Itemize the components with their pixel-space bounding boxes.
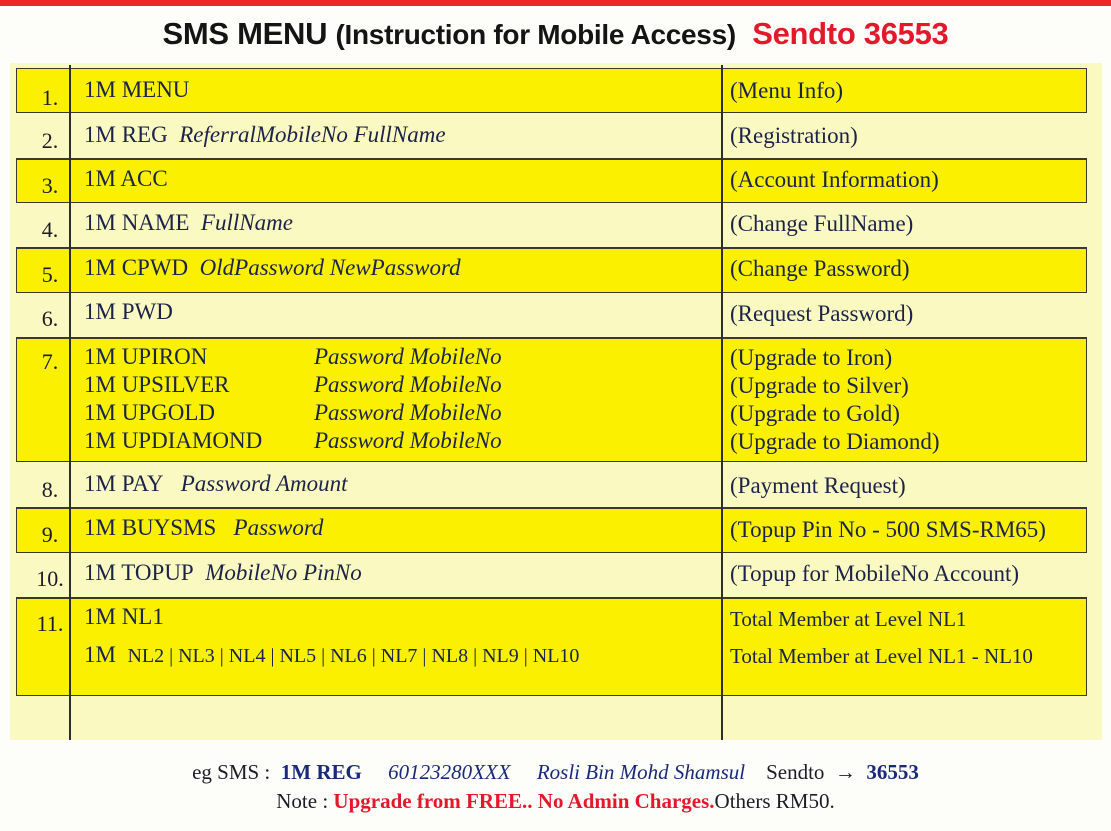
row-number: 11. <box>36 611 64 636</box>
row-command: 1M UPIRON <box>84 344 208 369</box>
row-divider <box>16 247 1087 249</box>
row-command: 1M ACC <box>84 166 168 191</box>
row-number: 9. <box>41 522 59 547</box>
row-args: Password MobileNo <box>314 372 502 397</box>
row-description: Total Member at Level NL1 - NL10 <box>730 644 1033 668</box>
row-command: 1M CPWD OldPassword NewPassword <box>84 255 461 280</box>
row-command: 1M REG ReferralMobileNo FullName <box>84 122 446 147</box>
row-number: 10. <box>36 566 64 591</box>
row-command: 1M UPDIAMOND <box>84 428 263 453</box>
row-description: (Payment Request) <box>730 473 906 498</box>
row-divider <box>16 158 1087 160</box>
row-description: (Upgrade to Iron) <box>730 345 893 370</box>
row-command: 1M MENU <box>84 77 190 102</box>
row-number: 2. <box>41 128 59 153</box>
row-number: 5. <box>41 262 59 287</box>
row-description: (Upgrade to Diamond) <box>730 429 940 454</box>
row-description: (Upgrade to Silver) <box>730 373 909 398</box>
example-sms: eg SMS : 1M REG 60123280XXX Rosli Bin Mohd Shamsul Sendto → 36553 <box>192 760 919 784</box>
page-title <box>0 16 1111 52</box>
title-sendto: Sendto 36553 <box>752 16 949 51</box>
row-args: Password MobileNo <box>314 344 502 369</box>
row-description: (Topup for MobileNo Account) <box>730 561 1020 586</box>
row-number: 3. <box>41 173 59 198</box>
row-description: (Menu Info) <box>730 78 844 103</box>
row-description: (Change FullName) <box>730 211 914 236</box>
row-command: 1M TOPUP MobileNo PinNo <box>84 560 362 585</box>
row-description: (Upgrade to Gold) <box>730 401 900 426</box>
top-red-line <box>0 0 1111 6</box>
row-description: (Change Password) <box>730 256 910 281</box>
row-number: 7. <box>41 349 59 374</box>
row-command: 1M PWD <box>84 299 173 324</box>
row-number: 1. <box>41 85 59 110</box>
column-divider <box>721 65 723 740</box>
row-command: 1M NAME FullName <box>84 210 293 235</box>
row-command: 1M UPGOLD <box>84 400 215 425</box>
row-command: 1M NL2 | NL3 | NL4 | NL5 | NL6 | NL7 | NL8 | NL9 | NL10 <box>84 642 580 667</box>
row-divider <box>16 507 1087 509</box>
row-divider <box>16 337 1087 339</box>
arrow-icon: → <box>834 760 856 784</box>
row-description: (Registration) <box>730 123 858 148</box>
row-command: 1M UPSILVER <box>84 372 230 397</box>
row-description: (Request Password) <box>730 301 914 326</box>
row-number: 4. <box>41 217 59 242</box>
title-subtitle: (Instruction for Mobile Access) <box>335 19 736 50</box>
row-description: (Account Information) <box>730 167 939 192</box>
row-command: 1M NL1 <box>84 604 164 629</box>
title-main: SMS MENU <box>162 16 328 51</box>
row-command: 1M PAY Password Amount <box>84 471 348 496</box>
row-args: Password MobileNo <box>314 428 502 453</box>
note: Note : Upgrade from FREE.. No Admin Charges.Others RM50. <box>276 789 835 813</box>
row-description: Total Member at Level NL1 <box>730 607 967 631</box>
sms-menu-table <box>10 63 1102 740</box>
row-description: (Topup Pin No - 500 SMS-RM65) <box>730 517 1046 542</box>
column-divider <box>69 65 71 740</box>
row-divider <box>16 597 1087 599</box>
row-args: Password MobileNo <box>314 400 502 425</box>
row-command: 1M BUYSMS Password <box>84 515 324 540</box>
row-number: 6. <box>41 306 59 331</box>
row-number: 8. <box>41 477 59 502</box>
